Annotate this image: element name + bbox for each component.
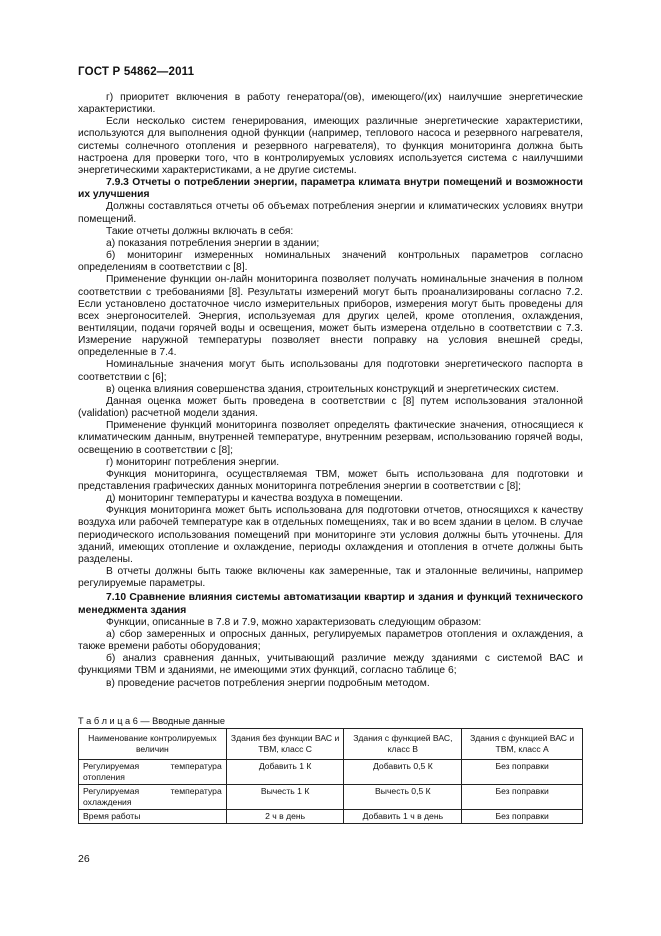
body-text: [78, 92, 583, 690]
table-cell: Регулируемая температура охлаждения: [79, 785, 227, 810]
table-row: [79, 785, 583, 810]
paragraph: г) приоритет включения в работу генератора/(ов), имеющего/(их) наилучшие энергетические характеристики.: [78, 92, 583, 116]
paragraph: Если несколько систем генерирования, имеющих различные энергетические характеристики, используются для выполнения одной функции (например, теплового насоса и резервного нагревателя, системы солнечного отопления и резервного нагревателя), то функция мониторинга должна быть настроена для проверки того, что в контролируемых условиях используется система с наилучшими энергетическими характеристиками, а не другие системы.: [78, 116, 583, 176]
table-cell: Добавить 1 ч в день: [344, 810, 462, 824]
paragraph: В отчеты должны быть также включены как замеренные, так и эталонные величины, например регулируемые параметры.: [78, 566, 583, 590]
list-item: б) мониторинг измеренных номинальных значений контрольных параметров согласно определениям в соответствии с [8].: [78, 250, 583, 274]
table-row: [79, 760, 583, 785]
paragraph: Такие отчеты должны включать в себя:: [106, 225, 294, 237]
table-cell: Вычесть 0,5 К: [344, 785, 462, 810]
table-header-cell: Здания с функцией ВАС, класс В: [344, 729, 462, 760]
section-heading-7-9-3: 7.9.3 Отчеты о потреблении энергии, параметра климата внутри помещений и возможности их улучшения: [78, 177, 583, 201]
table-cell: Регулируемая температура отопления: [79, 760, 227, 785]
paragraph: Функция мониторинга может быть использована для подготовки отчетов, относящихся к качеству воздуха или рабочей температуре как в отдельных помещениях, так и во всем здании в целом. В случае периодического использования помещений при мониторинге эти условия должны быть уточнены. Для зданий, имеющих отопление и охлаждение, периоды охлаждения и отопления в отчете должны быть разделены.: [78, 505, 583, 565]
list-item: г) мониторинг потребления энергии.: [106, 456, 280, 468]
table-cell: 2 ч в день: [226, 810, 344, 824]
paragraph: Применение функции он-лайн мониторинга позволяет получать номинальные значения в полном соответствии с требованиями [8]. Результаты измерений могут быть проанализированы согласно 7.2. Если установлено достаточное число измерительных приборов, измерения могут быть проведены для всех энергоносителей. Энергия, используемая для других целей, кроме отопления, охлаждения, вентиляции, подачи горячей воды и освещения, может быть измерена отдельно в соответствии с 7.3. Измерение наружной температуры позволяет внести поправку на условия внешней среды, определенные в 7.4.: [78, 274, 583, 359]
document-header: ГОСТ Р 54862—2011: [78, 66, 195, 78]
table-cell: Без поправки: [462, 760, 583, 785]
paragraph: Функция мониторинга, осуществляемая ТВМ, может быть использована для подготовки и представления графических данных мониторинга потребления энергии в соответствии с [8];: [78, 468, 583, 492]
list-item: в) проведение расчетов потребления энергии подробным методом.: [106, 677, 430, 689]
list-item: в) оценка влияния совершенства здания, строительных конструкций и энергетических систем.: [106, 383, 559, 395]
table-header-cell: Здания без функции ВАС и ТВМ, класс С: [226, 729, 344, 760]
table-header-cell: Наименование контролируемых величин: [79, 729, 227, 760]
list-item: а) показания потребления энергии в здании;: [106, 237, 320, 249]
table-cell: Добавить 1 К: [226, 760, 344, 785]
table-row: [79, 810, 583, 824]
paragraph: Должны составляться отчеты об объемах потребления энергии и климатических условиях внутри помещений.: [78, 201, 583, 225]
table-cell: Вычесть 1 К: [226, 785, 344, 810]
table-header-row: [79, 729, 583, 760]
table-header-cell: Здания с функцией ВАС и ТВМ, класс А: [462, 729, 583, 760]
table-cell: Без поправки: [462, 785, 583, 810]
paragraph: Применение функций мониторинга позволяет определять фактические значения, относящиеся к климатическим данным, внутренней температуре, внутренним резервам, использованию горячей воды, освещению в соответствии с [8];: [78, 420, 583, 456]
paragraph: Номинальные значения могут быть использованы для подготовки энергетического паспорта в соответствии с [6];: [78, 359, 583, 383]
table-caption: Т а б л и ц а 6 — Вводные данные: [78, 716, 225, 726]
paragraph: Данная оценка может быть проведена в соответствии с [8] путем использования эталонной (validation) расчетной модели здания.: [78, 395, 583, 420]
table-cell: Добавить 0,5 К: [344, 760, 462, 785]
list-item: а) сбор замеренных и опросных данных, регулируемых параметров отопления и охлаждения, а также времени работы оборудования;: [78, 628, 583, 653]
paragraph: Функции, описанные в 7.8 и 7.9, можно характеризовать следующим образом:: [106, 616, 482, 628]
table-cell: Без поправки: [462, 810, 583, 824]
input-data-table: [78, 728, 583, 824]
page-number: 26: [78, 853, 90, 865]
table-cell: Время работы: [79, 810, 227, 824]
section-heading-7-10: 7.10 Сравнение влияния системы автоматизации квартир и здания и функций технического менеджмента здания: [78, 592, 583, 616]
list-item: д) мониторинг температуры и качества воздуха в помещении.: [106, 493, 403, 505]
list-item: б) анализ сравнения данных, учитывающий различие между зданиями с системой ВАС и функциями ТВМ и зданиями, не имеющими этих функций, согласно таблице 6;: [78, 653, 583, 677]
